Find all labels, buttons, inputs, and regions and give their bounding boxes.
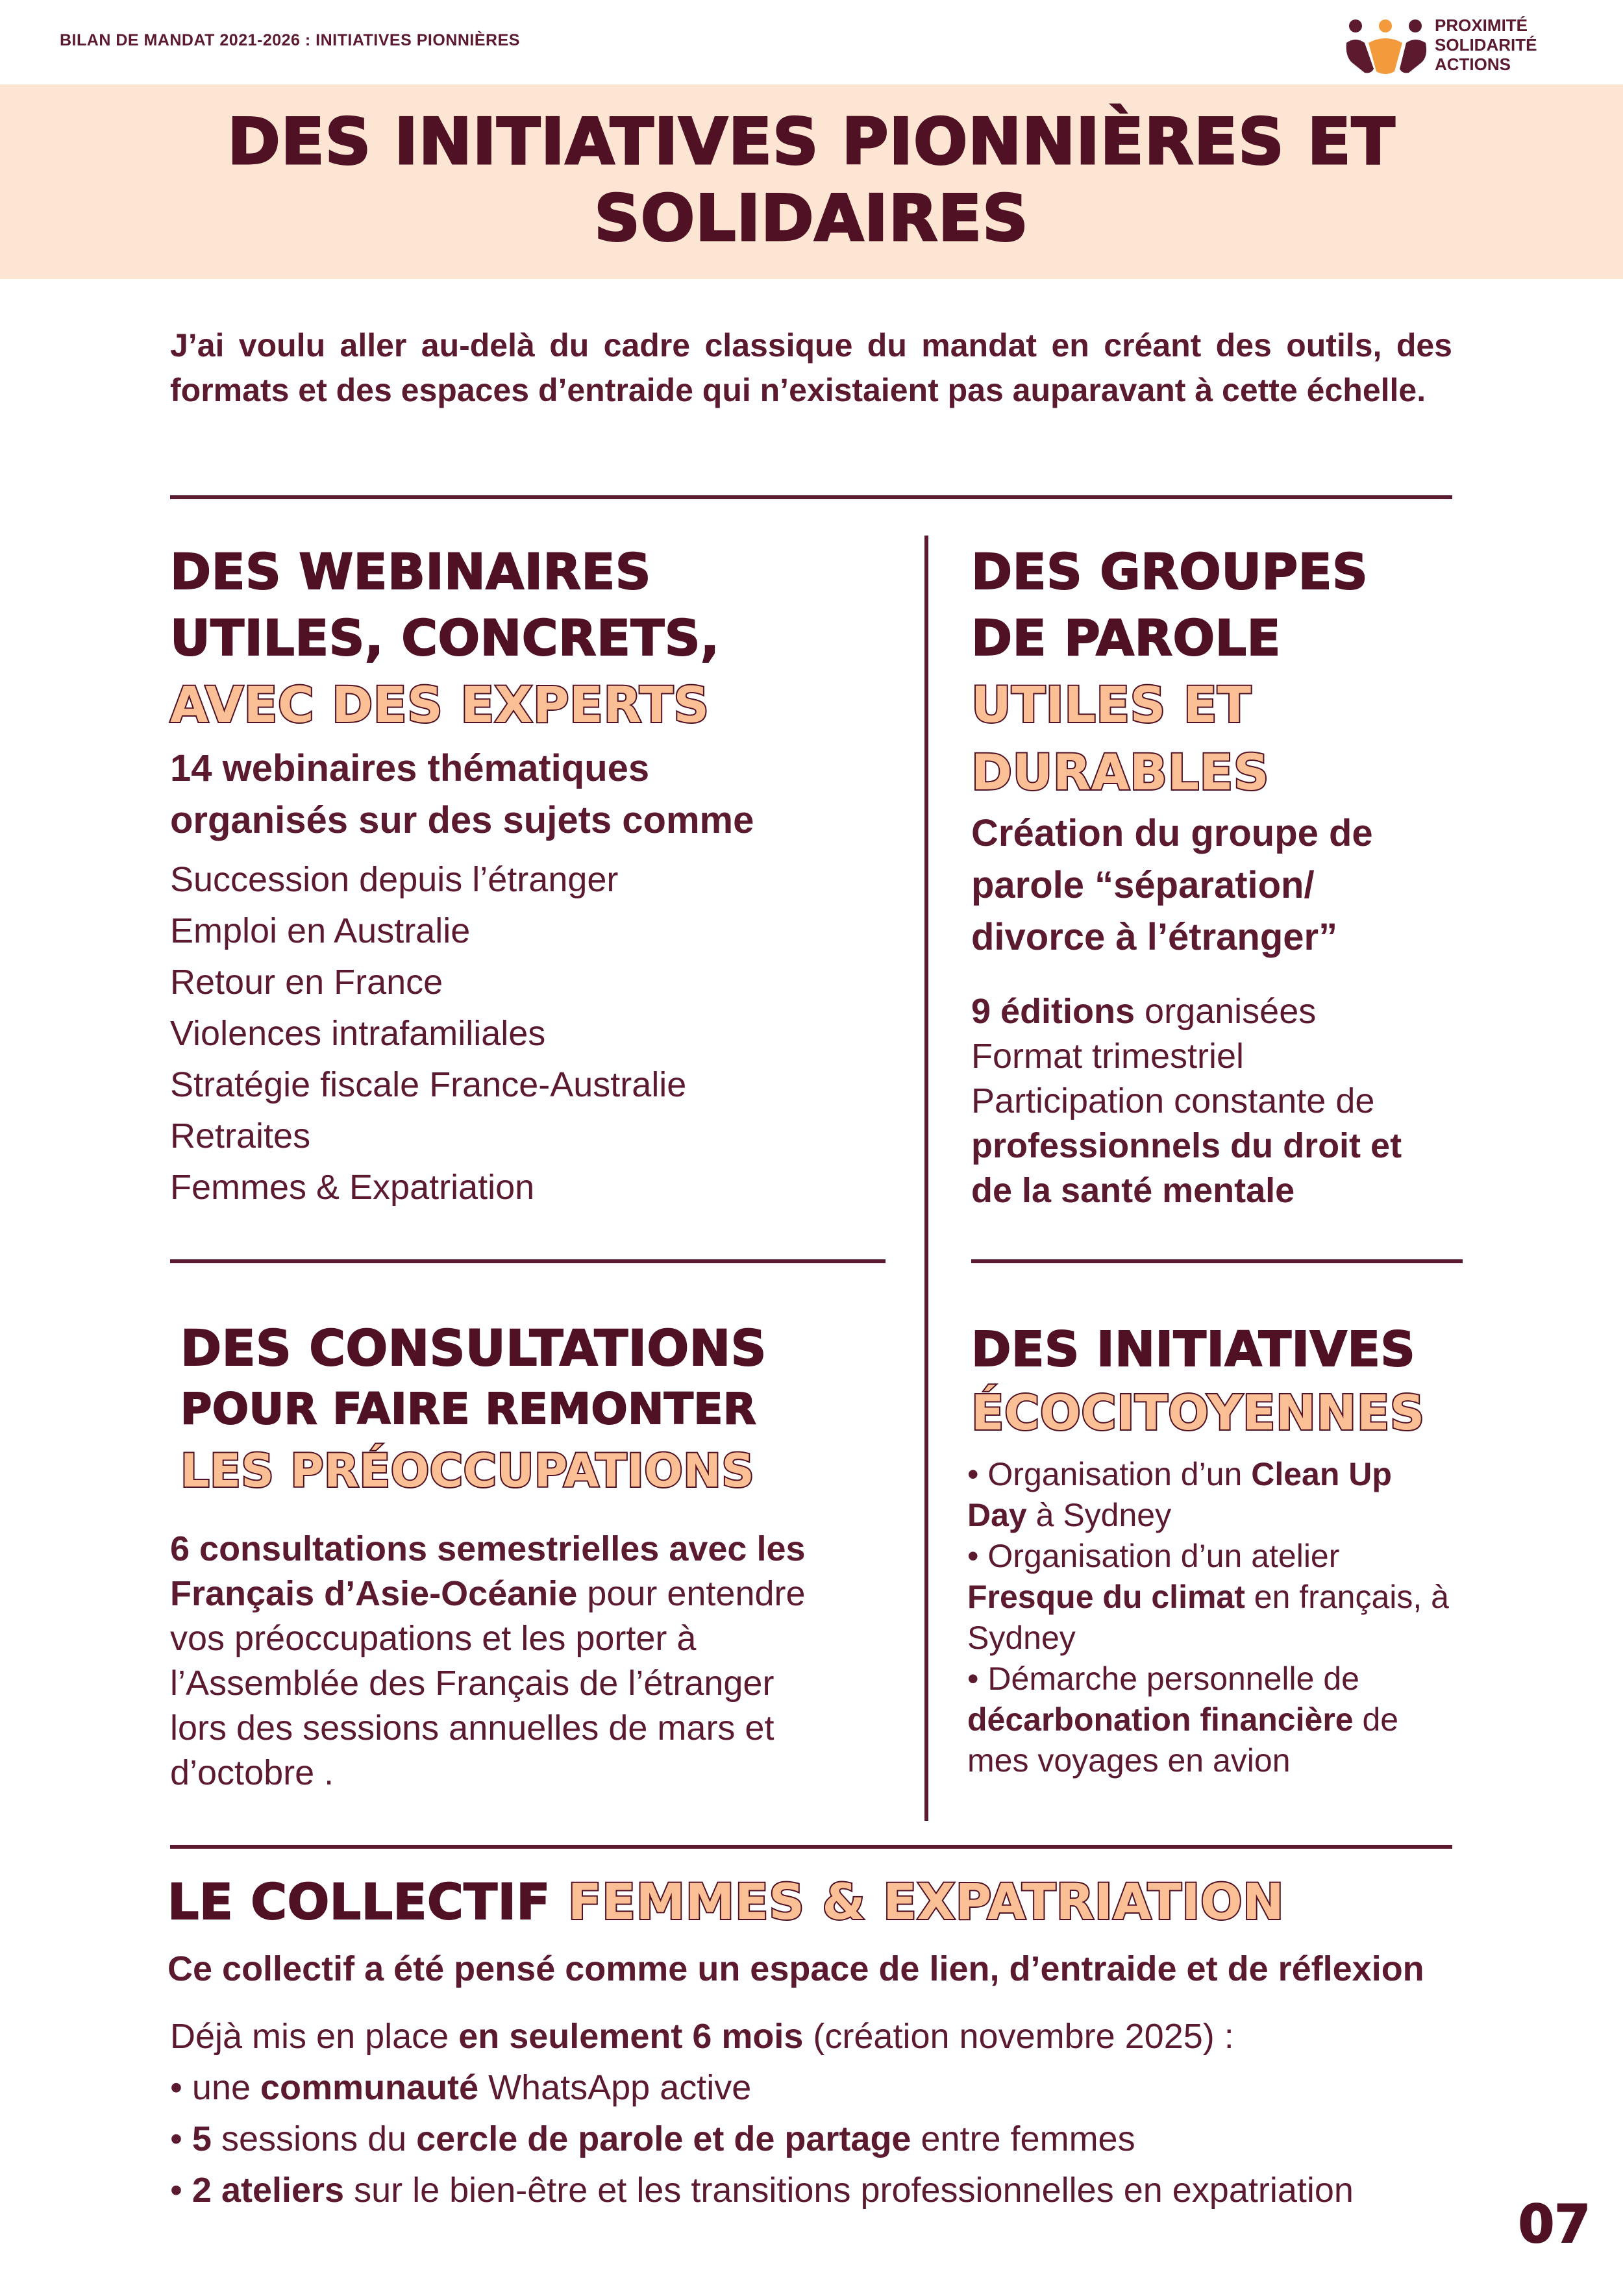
eco-b2: en français, à <box>1245 1579 1449 1615</box>
collectif-line-2 <box>170 2062 1533 2114</box>
eco-a2: à Sydney <box>1026 1497 1172 1533</box>
collectif-l2c: WhatsApp active <box>478 2068 752 2107</box>
divider-right <box>971 1259 1463 1263</box>
list-item: Retour en France <box>170 963 443 1002</box>
groupes-sub-1: Création du groupe de <box>971 812 1373 854</box>
list-item: Emploi en Australie <box>170 911 471 950</box>
eco-item-2a: • Organisation d’un atelier <box>967 1538 1340 1574</box>
collectif-l3c: sessions du <box>211 2119 417 2158</box>
groupes-pro-2: de la santé mentale <box>971 1171 1295 1210</box>
consultations-line-3: vos préoccupations et les porter à <box>170 1619 697 1658</box>
eco-c2-bold: décarbonation financière <box>967 1701 1354 1738</box>
eco-b2-bold: Fresque du climat <box>967 1579 1245 1615</box>
webinaires-title-3: AVEC DES EXPERTS <box>170 676 710 734</box>
eco-a1: • Organisation d’un <box>967 1456 1252 1492</box>
page-title-line-1: DES INITIATIVES PIONNIÈRES ET <box>227 105 1396 179</box>
eco-item-3a: • Démarche personnelle de <box>967 1660 1359 1697</box>
logo-icon <box>1345 17 1430 75</box>
divider-bottom <box>170 1845 1452 1849</box>
collectif-l3a: • <box>170 2119 192 2158</box>
collectif-title-outline: FEMMES & EXPATRIATION <box>567 1873 1285 1931</box>
logo-line-1: PROXIMITÉ <box>1435 16 1528 35</box>
collectif-title-plain: LE COLLECTIF <box>167 1873 568 1931</box>
column-divider <box>924 536 928 1821</box>
list-item: Retraites <box>170 1117 311 1155</box>
collectif-line-3 <box>170 2114 1533 2165</box>
webinaires-subtitle-2: organisés sur des sujets comme <box>170 799 754 841</box>
eco-title-1: DES INITIATIVES <box>971 1322 1416 1377</box>
logo-line-2: SOLIDARITÉ <box>1435 35 1537 55</box>
eco-item-2c: Sydney <box>967 1620 1076 1656</box>
collectif-l3d: cercle de parole et de partage <box>416 2119 911 2158</box>
groupes-title-1: DES GROUPES <box>971 543 1369 600</box>
list-item: Violences intrafamiliales <box>170 1014 546 1053</box>
collectif-l1a: Déjà mis en place <box>170 2017 459 2056</box>
eco-a2-bold: Day <box>967 1497 1027 1533</box>
consultations-line-2-bold: Français d’Asie-Océanie <box>170 1574 578 1613</box>
list-item: Femmes & Expatriation <box>170 1168 535 1207</box>
groupes-title-3: UTILES ET <box>971 676 1252 734</box>
eco-section <box>971 1318 1504 1445</box>
consultations-line-4: l’Assemblée des Français de l’étranger <box>170 1664 774 1703</box>
eco-a1-bold: Clean Up <box>1251 1456 1392 1492</box>
eco-item-1a <box>967 1454 1487 1495</box>
consultations-line-5: lors des sessions annuelles de mars et <box>170 1709 774 1747</box>
groupes-details <box>971 989 1504 1213</box>
groupes-participation: Participation constante de <box>971 1081 1375 1120</box>
groupes-title-4: DURABLES <box>971 743 1270 801</box>
consultations-title-1: DES CONSULTATIONS <box>180 1319 767 1377</box>
collectif-list <box>170 2011 1533 2216</box>
divider-top <box>170 495 1452 499</box>
collectif-line-1 <box>170 2011 1533 2062</box>
groupes-editions-bold: 9 éditions <box>971 992 1135 1031</box>
intro-paragraph: J’ai voulu aller au-delà du cadre classique du mandat en créant des outils, des formats et des espaces d’entraide qui n’existaient pas auparavant à cette échelle. <box>170 327 1452 408</box>
document-kicker: BILAN DE MANDAT 2021-2026 : INITIATIVES PIONNIÈRES <box>60 31 520 49</box>
list-item: Stratégie fiscale France-Australie <box>170 1065 687 1104</box>
consultations-section <box>180 1318 914 1502</box>
consultations-line-6: d’octobre . <box>170 1753 334 1792</box>
eco-item-3b <box>967 1699 1487 1740</box>
page-title <box>0 104 1623 257</box>
consultations-title-3: LES PRÉOCCUPATIONS <box>180 1444 755 1498</box>
consultations-body <box>170 1527 904 1796</box>
groupes-editions-rest: organisées <box>1135 992 1317 1031</box>
eco-title-2: ÉCOCITOYENNES <box>971 1385 1425 1441</box>
collectif-l4a: • <box>170 2171 192 2210</box>
list-item: Succession depuis l’étranger <box>170 860 619 899</box>
webinaires-title-1: DES WEBINAIRES <box>170 543 652 600</box>
collectif-l1b: en seulement 6 mois <box>458 2017 804 2056</box>
groupes-sub-3: divorce à l’étranger” <box>971 916 1338 958</box>
divider-left <box>170 1259 886 1263</box>
logo-line-3: ACTIONS <box>1435 55 1511 74</box>
eco-c2: de <box>1353 1701 1399 1738</box>
webinaires-subtitle-1: 14 webinaires thématiques <box>170 747 650 789</box>
collectif-line-4 <box>170 2165 1533 2216</box>
collectif-l4b: 2 ateliers <box>192 2171 345 2210</box>
eco-item-3c: mes voyages en avion <box>967 1742 1291 1779</box>
eco-item-2b <box>967 1577 1487 1618</box>
webinaires-title-2: UTILES, CONCRETS, <box>170 609 720 667</box>
groupes-title-2: DE PAROLE <box>971 609 1281 667</box>
groupes-format: Format trimestriel <box>971 1037 1245 1076</box>
collectif-l2b: communauté <box>260 2068 479 2107</box>
groupes-section <box>971 539 1504 1213</box>
collectif-l2a: • une <box>170 2068 261 2107</box>
eco-item-1b <box>967 1495 1487 1536</box>
consultations-line-1: 6 consultations semestrielles avec les <box>170 1529 806 1568</box>
page-number: 07 <box>1518 2194 1591 2254</box>
consultations-line-2-rest: pour entendre <box>577 1574 806 1613</box>
consultations-line-2 <box>170 1572 904 1616</box>
page-title-line-2: SOLIDAIRES <box>594 182 1029 256</box>
collectif-l3e: entre femmes <box>911 2119 1135 2158</box>
collectif-l4c: sur le bien-être et les transitions professionnelles en expatriation <box>344 2171 1354 2210</box>
logo-text <box>1435 16 1537 74</box>
collectif-l1c: (création novembre 2025) : <box>803 2017 1234 2056</box>
collectif-l3b: 5 <box>192 2119 212 2158</box>
groupes-pro-1: professionnels du droit et <box>971 1126 1402 1165</box>
collectif-title <box>167 1870 1596 1935</box>
collectif-subtitle: Ce collectif a été pensé comme un espace de lien, d’entraide et de réflexion <box>167 1949 1424 1988</box>
groupes-sub-2: parole “séparation/ <box>971 864 1315 906</box>
groupes-editions <box>971 989 1504 1034</box>
eco-list <box>967 1454 1487 1781</box>
consultations-title-2: POUR FAIRE REMONTER <box>180 1384 757 1434</box>
webinaires-section <box>170 539 904 1213</box>
webinaires-list <box>170 854 904 1213</box>
